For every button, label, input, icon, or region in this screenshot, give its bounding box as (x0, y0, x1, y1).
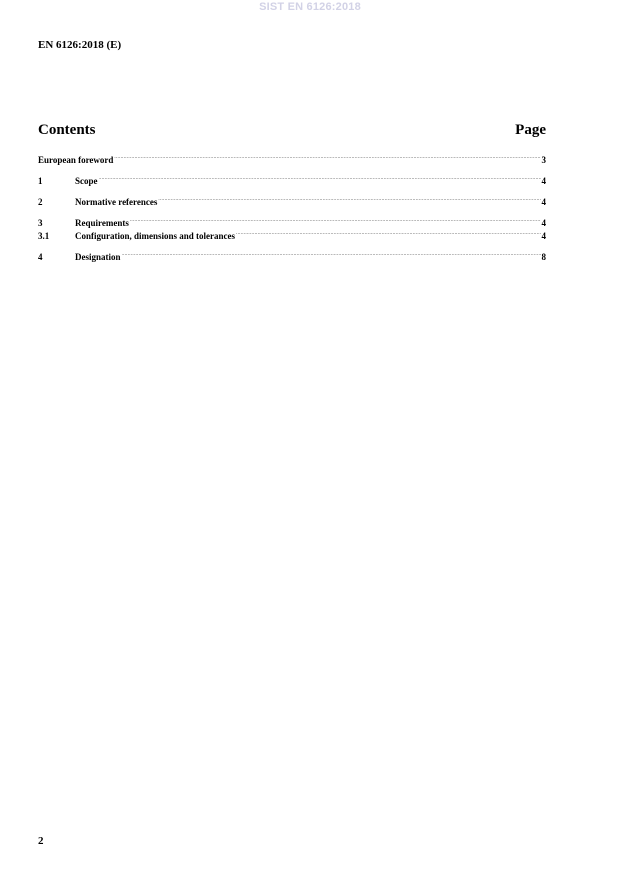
toc-entry-page: 8 (541, 252, 546, 262)
page-number: 2 (38, 835, 44, 847)
toc-entry-number: 1 (38, 176, 43, 186)
toc-entry-european-foreword[interactable] (38, 153, 546, 163)
toc-entry-title: Normative references (75, 197, 158, 207)
toc-entry-designation[interactable] (38, 250, 546, 260)
toc-dot-leader (122, 250, 541, 260)
watermark-text: SIST EN 6126:2018 (259, 1, 361, 13)
table-of-contents (38, 153, 546, 271)
document-identifier: EN 6126:2018 (E) (38, 39, 122, 51)
toc-entry-page: 4 (541, 218, 546, 228)
toc-entry-title: European foreword (38, 155, 114, 165)
toc-page-label: Page (515, 122, 546, 138)
toc-entry-title: Designation (75, 252, 121, 262)
toc-dot-leader (236, 229, 540, 239)
toc-entry-requirements[interactable] (38, 216, 546, 226)
toc-entry-page: 3 (541, 155, 546, 165)
toc-dot-leader (158, 195, 540, 205)
toc-entry-title: Requirements (75, 218, 129, 228)
toc-dot-leader (114, 153, 540, 163)
toc-dot-leader (99, 174, 541, 184)
toc-entry-title: Scope (75, 176, 98, 186)
toc-entry-page: 4 (541, 176, 546, 186)
toc-entry-page: 4 (541, 197, 546, 207)
toc-entry-configuration[interactable] (38, 229, 546, 239)
toc-heading-row (38, 122, 546, 139)
toc-entry-number: 4 (38, 252, 43, 262)
toc-entry-number: 2 (38, 197, 43, 207)
toc-dot-leader (130, 216, 541, 226)
toc-entry-scope[interactable] (38, 174, 546, 184)
toc-entry-number: 3 (38, 218, 43, 228)
toc-entry-normative-references[interactable] (38, 195, 546, 205)
toc-entry-number: 3.1 (38, 231, 50, 241)
toc-entry-page: 4 (541, 231, 546, 241)
toc-title: Contents (38, 122, 96, 138)
toc-entry-title: Configuration, dimensions and tolerances (75, 231, 236, 241)
